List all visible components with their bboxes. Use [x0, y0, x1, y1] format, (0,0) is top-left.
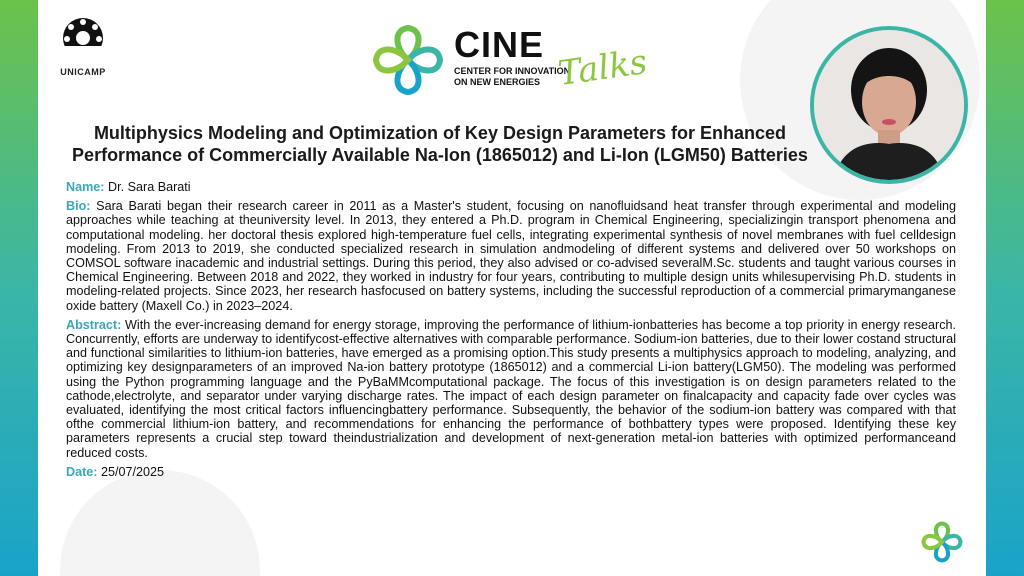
- date-row: [66, 465, 956, 479]
- bio-text: Sara Barati began their research career in 2011 as a Master's student, focusing on nanofluidsand heat transfer through experimental and modeling approaches while teaching at theuniversity level. In 2013, they entered a Ph.D. program in Chemical Engineering, specializingin transport phenomena and computational modeling. her doctoral thesis explored high-temperature fuel cells, integrating experimental synthesis of novel membranes with fuel celldesign modeling. From 2013 to 2019, she conducted specialized research in simulation andmodeling of different systems and delivered over 50 workshops on COMSOL software inacademic and industrial settings. During this period, they also advised or co-advised severalM.Sc. students and taught various courses in Chemical Engineering. Between 2018 and 2022, they worked in industry for four years, contributing to multiple design units whilesupervising Ph.D. students in modeling-related projects. Since 2023, her research hasfocused on battery systems, including the successful reproduction of a commercial primarymanganese oxide battery (Maxell Co.) in 2023–2024.: [66, 199, 957, 313]
- cine-subtitle-line-2: ON NEW ENERGIES: [454, 77, 541, 87]
- talk-title: Multiphysics Modeling and Optimization of Key Design Parameters for Enhanced Performance of Commercially Available Na-Ion (1865012) and Li-Ion (LGM50) Batteries: [72, 123, 808, 165]
- talk-date: 25/07/2025: [101, 464, 165, 479]
- name-row: [66, 180, 956, 194]
- cine-corner-clover-icon: [920, 520, 964, 564]
- cine-clover-icon: [370, 22, 446, 98]
- right-gradient-bar: [986, 0, 1024, 576]
- background-circle-left: [60, 470, 260, 576]
- speaker-photo: [810, 26, 968, 184]
- cine-subtitle-line-1: CENTER FOR INNOVATION: [454, 66, 571, 76]
- abstract-paragraph: [66, 318, 956, 460]
- unicamp-emblem-icon: [58, 16, 108, 60]
- bio-label: Bio:: [66, 199, 91, 214]
- talks-script-text: Talks: [555, 41, 650, 95]
- name-label: Name:: [66, 180, 105, 194]
- talk-details: [66, 180, 956, 484]
- speaker-portrait-icon: [814, 30, 964, 180]
- cine-talks-logo: [370, 18, 670, 108]
- unicamp-wordmark: UNICAMP: [60, 67, 106, 77]
- left-gradient-bar: [0, 0, 38, 576]
- abstract-label: Abstract:: [66, 317, 122, 332]
- unicamp-logo: [58, 16, 108, 77]
- date-label: Date:: [66, 464, 98, 479]
- speaker-name: Dr. Sara Barati: [108, 180, 191, 194]
- bio-paragraph: [66, 199, 956, 313]
- cine-wordmark: CINE: [454, 24, 545, 65]
- abstract-text: With the ever-increasing demand for energy storage, improving the performance of lithium-ionbatteries has become a top priority in energy research. Concurrently, efforts are underway to identifycost-effective alternatives with comparable performance. Sodium-ion batteries, due to their lower costand structural and functional similarities to lithium-ion batteries, have emerged as a promising option.This study presents a multiphysics approach to modeling, analyzing, and optimizing key designparameters of an improved Na-ion battery prototype (1865012) and a commercial Li-ion battery(LGM50). The modeling was performed using the Python programming language and the PyBaMMcomputational package. The focus of this investigation is on design parameters related to the cathode,electrolyte, and separator under varying discharge rates. The impact of each design parameter on finalcapacity and capacity fade over cycles was evaluated, identifying the most critical factors influencingbattery performance. Subsequently, the behavior of the sodium-ion battery was compared with that ofthe commercial lithium-ion battery, and recommendations for enhancing the performance of bothbattery types were proposed. Identifying these key parameters represents a crucial step toward theindustrialization and development of next-generation metal-ion batteries with optimized performanceand reduced costs.: [66, 317, 957, 460]
